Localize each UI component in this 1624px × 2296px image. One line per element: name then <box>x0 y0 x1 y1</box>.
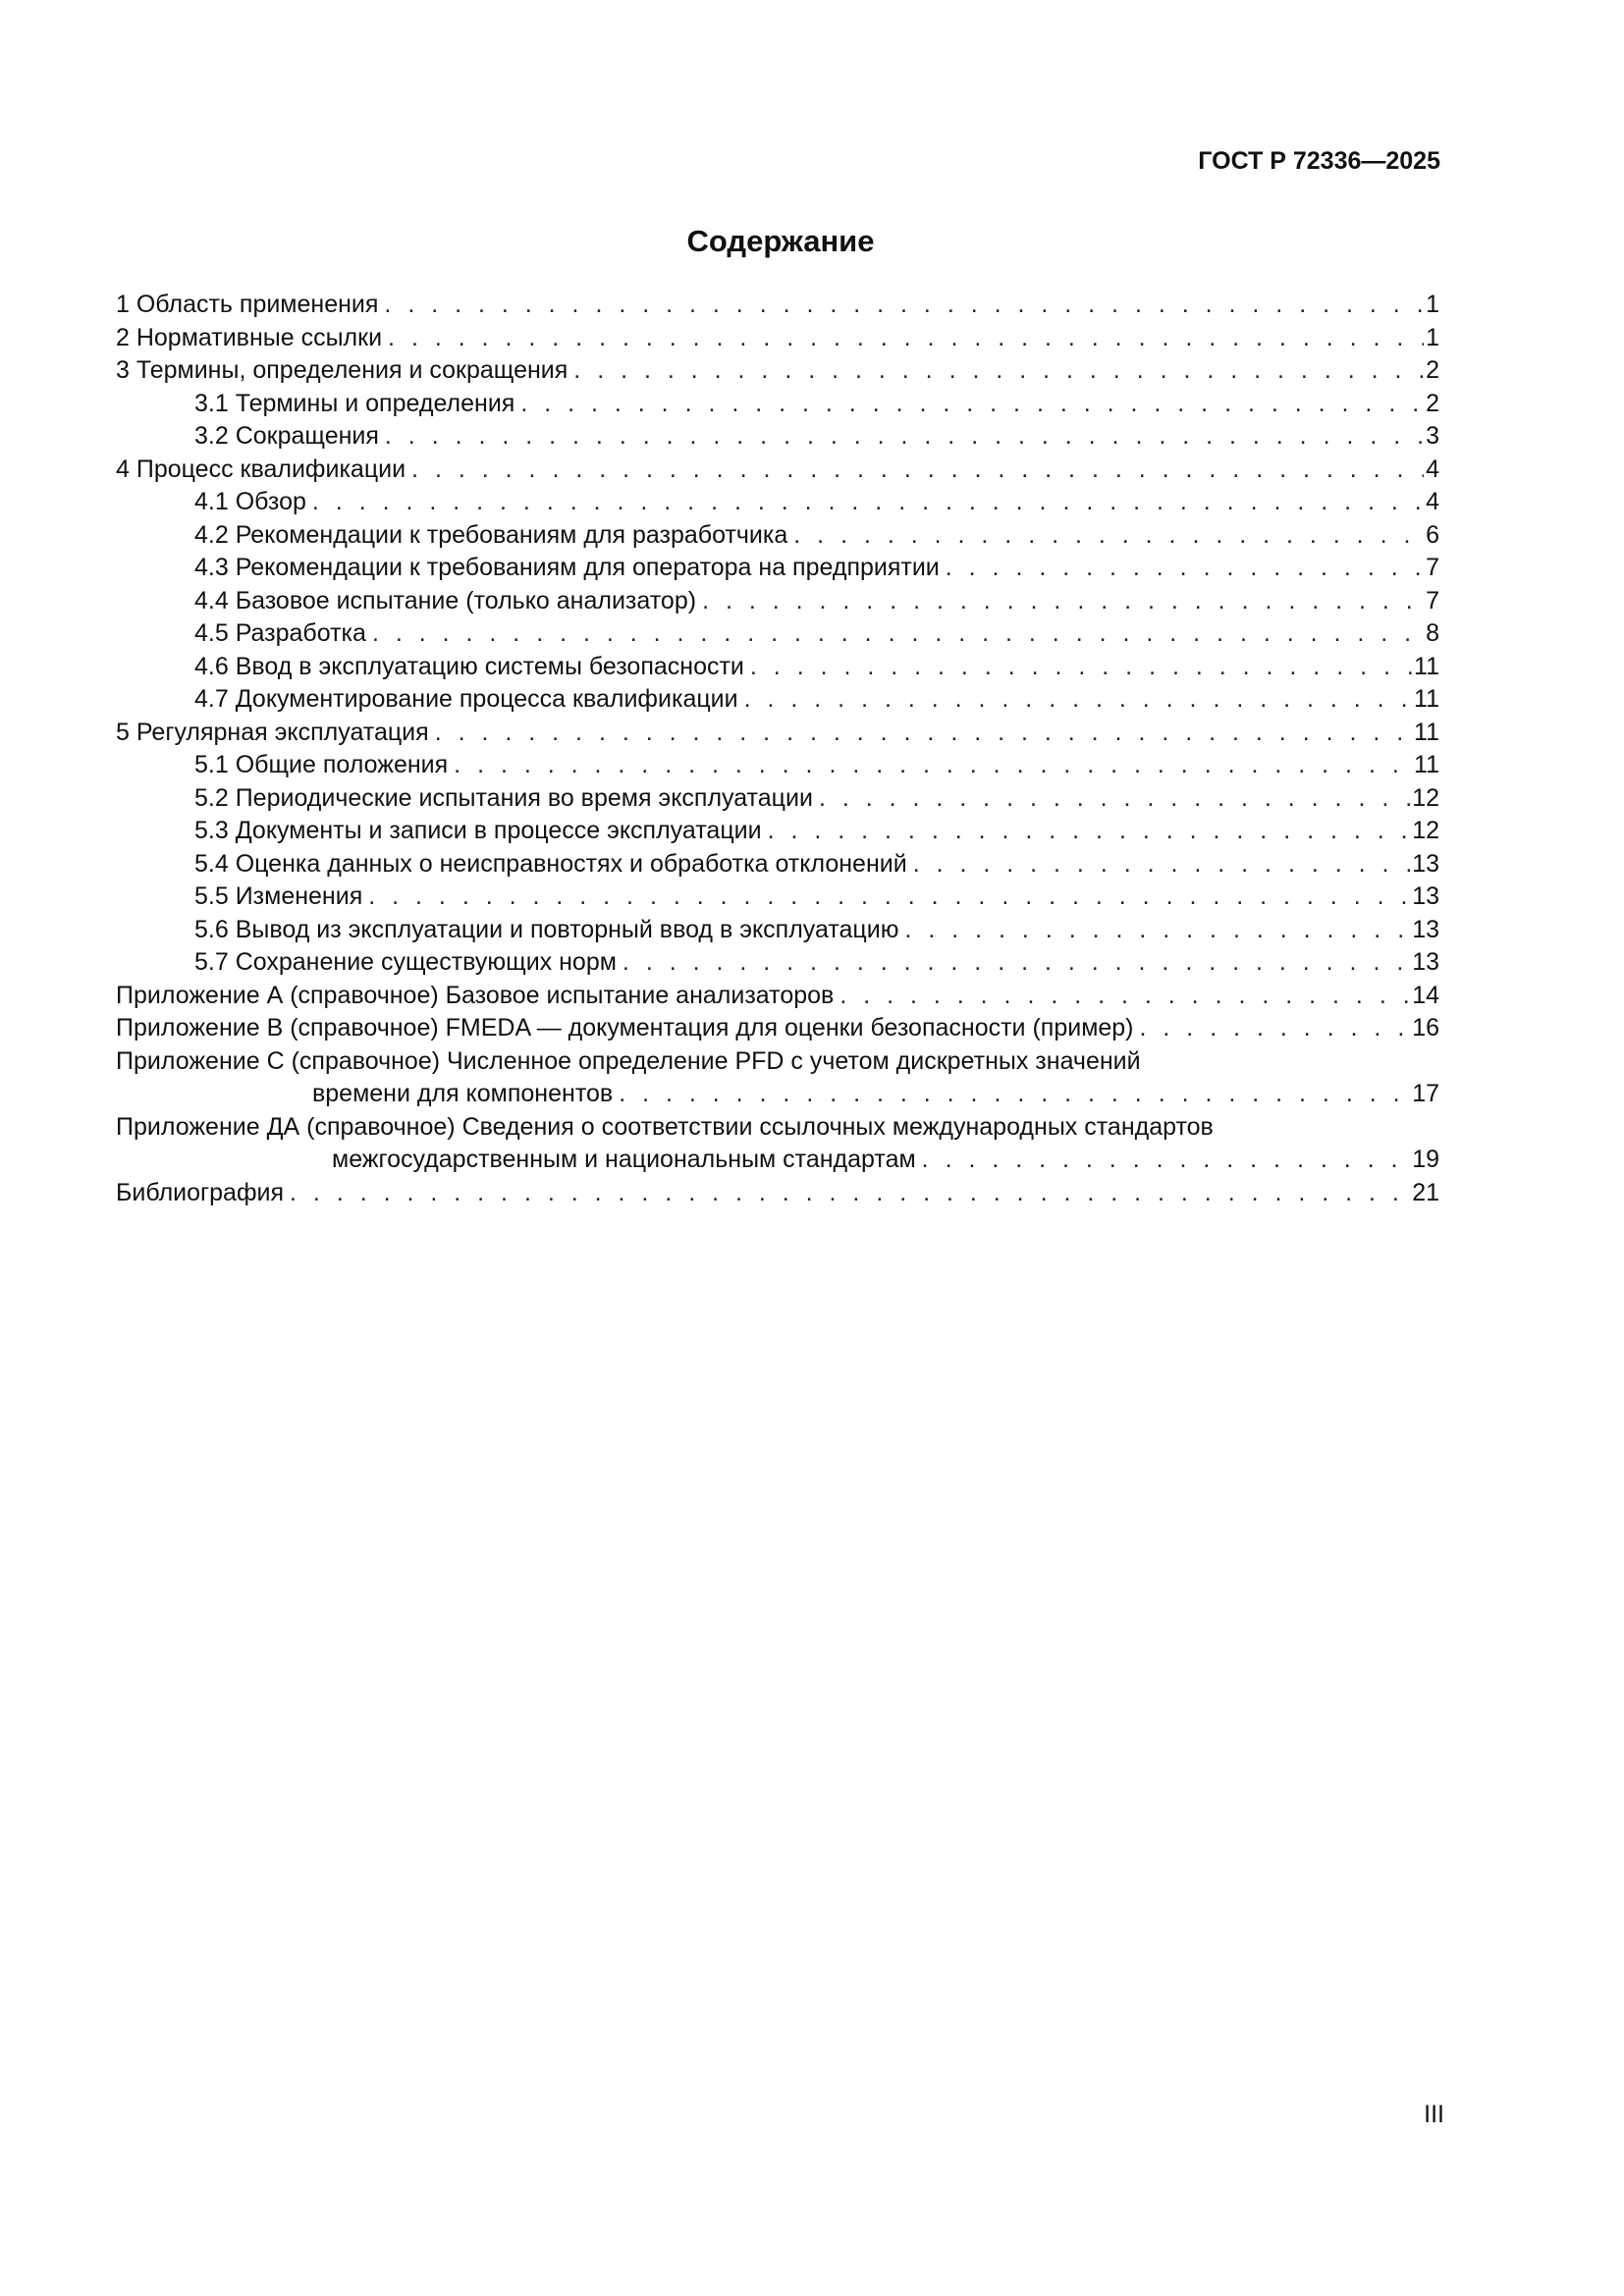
toc-entry-appendix-c[interactable] <box>116 1045 1439 1111</box>
toc-entry-appendix-a[interactable] <box>116 980 1439 1013</box>
toc-entry-4-4[interactable] <box>116 585 1439 618</box>
toc-entry-label-continuation: времени для компонентов <box>312 1080 614 1107</box>
toc-leader-dots <box>946 552 1424 585</box>
toc-entry-5-1[interactable] <box>116 749 1439 782</box>
toc-entry-page: 6 <box>1426 520 1439 549</box>
toc-entry-label: 5.2 Периодические испытания во время эксплуатации <box>194 783 813 812</box>
toc-entry-page: 4 <box>1426 488 1439 515</box>
toc-leader-dots <box>913 848 1411 881</box>
toc-leader-dots <box>922 1144 1411 1177</box>
toc-entry-page: 13 <box>1412 915 1439 943</box>
toc-entry-4-3[interactable] <box>116 552 1439 585</box>
toc-entry-5-5[interactable] <box>116 881 1439 914</box>
toc-leader-dots <box>384 289 1424 322</box>
toc-entry-label: 4.1 Обзор <box>194 488 306 515</box>
toc-entry-label: 5.7 Сохранение существующих норм <box>194 948 617 976</box>
page-number: III <box>1424 2101 1444 2128</box>
toc-leader-dots <box>372 617 1424 651</box>
toc-entry-label: 3 Термины, определения и сокращения <box>116 356 568 384</box>
document-id-header: ГОСТ Р 72336—2025 <box>1198 147 1440 175</box>
toc-entry-label: Приложение В (справочное) FMEDA — документация для оценки безопасности (пример) <box>116 1014 1134 1041</box>
toc-entry-label: Приложение С (справочное) Численное определение PFD с учетом дискретных значений <box>116 1046 1141 1075</box>
toc-entry-5-4[interactable] <box>116 848 1439 881</box>
toc-entry-page: 12 <box>1412 783 1439 812</box>
toc-entry-page: 19 <box>1412 1146 1439 1173</box>
toc-entry-page: 11 <box>1414 718 1439 746</box>
table-of-contents <box>116 289 1439 1209</box>
toc-entry-4-2[interactable] <box>116 519 1439 553</box>
toc-entry-2[interactable] <box>116 322 1439 355</box>
toc-leader-dots <box>385 420 1424 454</box>
toc-entry-label: Библиография <box>116 1178 285 1206</box>
toc-entry-label: 3.2 Сокращения <box>194 422 379 450</box>
toc-entry-page: 13 <box>1412 948 1439 976</box>
toc-entry-3[interactable] <box>116 354 1439 388</box>
toc-entry-page: 16 <box>1412 1014 1439 1041</box>
toc-entry-label: 4.3 Рекомендации к требованиям для оператора на предприятии <box>194 554 940 581</box>
toc-entry-4-7[interactable] <box>116 683 1439 717</box>
toc-entry-label: 4.2 Рекомендации к требованиям для разработчика <box>194 520 788 549</box>
toc-entry-label: 2 Нормативные ссылки <box>116 323 383 351</box>
toc-entry-page: 13 <box>1412 849 1439 878</box>
toc-entry-label: 5.1 Общие положения <box>194 751 449 778</box>
toc-entry-page: 12 <box>1412 817 1439 844</box>
toc-leader-dots <box>750 651 1412 684</box>
toc-entry-label: 5.5 Изменения <box>194 882 363 910</box>
toc-entry-page: 8 <box>1426 619 1439 647</box>
toc-leader-dots <box>411 454 1424 487</box>
toc-leader-dots <box>619 1078 1410 1111</box>
toc-leader-dots <box>839 980 1410 1013</box>
toc-entry-page: 11 <box>1414 685 1439 713</box>
toc-entry-bibliography[interactable] <box>116 1177 1439 1210</box>
toc-leader-dots <box>573 354 1424 388</box>
toc-entry-4-5[interactable] <box>116 617 1439 651</box>
toc-entry-label: 4.6 Ввод в эксплуатацию системы безопасности <box>194 652 744 680</box>
toc-entry-label: 4 Процесс квалификации <box>116 454 406 483</box>
toc-entry-label: 4.5 Разработка <box>194 619 366 647</box>
toc-leader-dots <box>744 683 1412 717</box>
toc-entry-page: 7 <box>1426 586 1439 614</box>
toc-entry-page: 11 <box>1414 751 1439 778</box>
toc-leader-dots <box>793 519 1424 553</box>
toc-entry-page: 17 <box>1412 1080 1439 1107</box>
toc-leader-dots <box>290 1177 1410 1210</box>
toc-entry-label-continuation: межгосударственным и национальным стандартам <box>332 1146 916 1173</box>
toc-entry-label: 3.1 Термины и определения <box>194 389 515 417</box>
toc-entry-4-6[interactable] <box>116 651 1439 684</box>
toc-leader-dots <box>312 486 1424 519</box>
toc-entry-page: 21 <box>1412 1178 1439 1206</box>
toc-leader-dots <box>1140 1012 1411 1045</box>
toc-entry-page: 2 <box>1426 356 1439 384</box>
toc-entry-5-7[interactable] <box>116 946 1439 980</box>
toc-entry-5-2[interactable] <box>116 782 1439 816</box>
toc-entry-label: Приложение А (справочное) Базовое испытание анализаторов <box>116 981 835 1009</box>
toc-entry-1[interactable] <box>116 289 1439 322</box>
toc-entry-page: 7 <box>1426 554 1439 581</box>
toc-leader-dots <box>368 881 1410 914</box>
toc-leader-dots <box>819 782 1410 816</box>
toc-entry-page: 1 <box>1426 323 1439 351</box>
toc-leader-dots <box>520 388 1424 421</box>
toc-entry-label: Приложение ДА (справочное) Сведения о соответствии ссылочных международных стандартов <box>116 1112 1214 1141</box>
toc-entry-page: 2 <box>1426 389 1439 417</box>
toc-leader-dots <box>435 717 1412 750</box>
toc-entry-appendix-da[interactable] <box>116 1111 1439 1177</box>
toc-entry-3-1[interactable] <box>116 388 1439 421</box>
toc-entry-5[interactable] <box>116 717 1439 750</box>
toc-entry-page: 1 <box>1426 291 1439 318</box>
toc-entry-4-1[interactable] <box>116 486 1439 519</box>
toc-entry-label: 4.4 Базовое испытание (только анализатор) <box>194 586 697 614</box>
toc-entry-5-6[interactable] <box>116 914 1439 947</box>
toc-entry-5-3[interactable] <box>116 815 1439 848</box>
toc-entry-label: 1 Область применения <box>116 291 379 318</box>
toc-entry-page: 13 <box>1412 882 1439 910</box>
toc-entry-4[interactable] <box>116 454 1439 487</box>
toc-leader-dots <box>904 914 1410 947</box>
toc-entry-page: 3 <box>1426 422 1439 450</box>
toc-leader-dots <box>702 585 1424 618</box>
toc-entry-page: 14 <box>1412 981 1439 1009</box>
toc-title: Содержание <box>686 224 875 258</box>
toc-leader-dots <box>623 946 1410 980</box>
toc-entry-label: 5.3 Документы и записи в процессе эксплуатации <box>194 817 762 844</box>
toc-leader-dots <box>388 322 1424 355</box>
toc-entry-page: 4 <box>1426 454 1439 483</box>
toc-entry-3-2[interactable] <box>116 420 1439 454</box>
toc-entry-label: 5.6 Вывод из эксплуатации и повторный ввод в эксплуатацию <box>194 915 899 943</box>
toc-entry-label: 4.7 Документирование процесса квалификации <box>194 685 738 713</box>
toc-leader-dots <box>768 815 1411 848</box>
toc-entry-label: 5 Регулярная эксплуатация <box>116 718 429 746</box>
toc-entry-label: 5.4 Оценка данных о неисправностях и обработка отклонений <box>194 849 907 878</box>
toc-leader-dots <box>454 749 1412 782</box>
toc-entry-page: 11 <box>1414 652 1439 680</box>
toc-entry-appendix-b[interactable] <box>116 1012 1439 1045</box>
